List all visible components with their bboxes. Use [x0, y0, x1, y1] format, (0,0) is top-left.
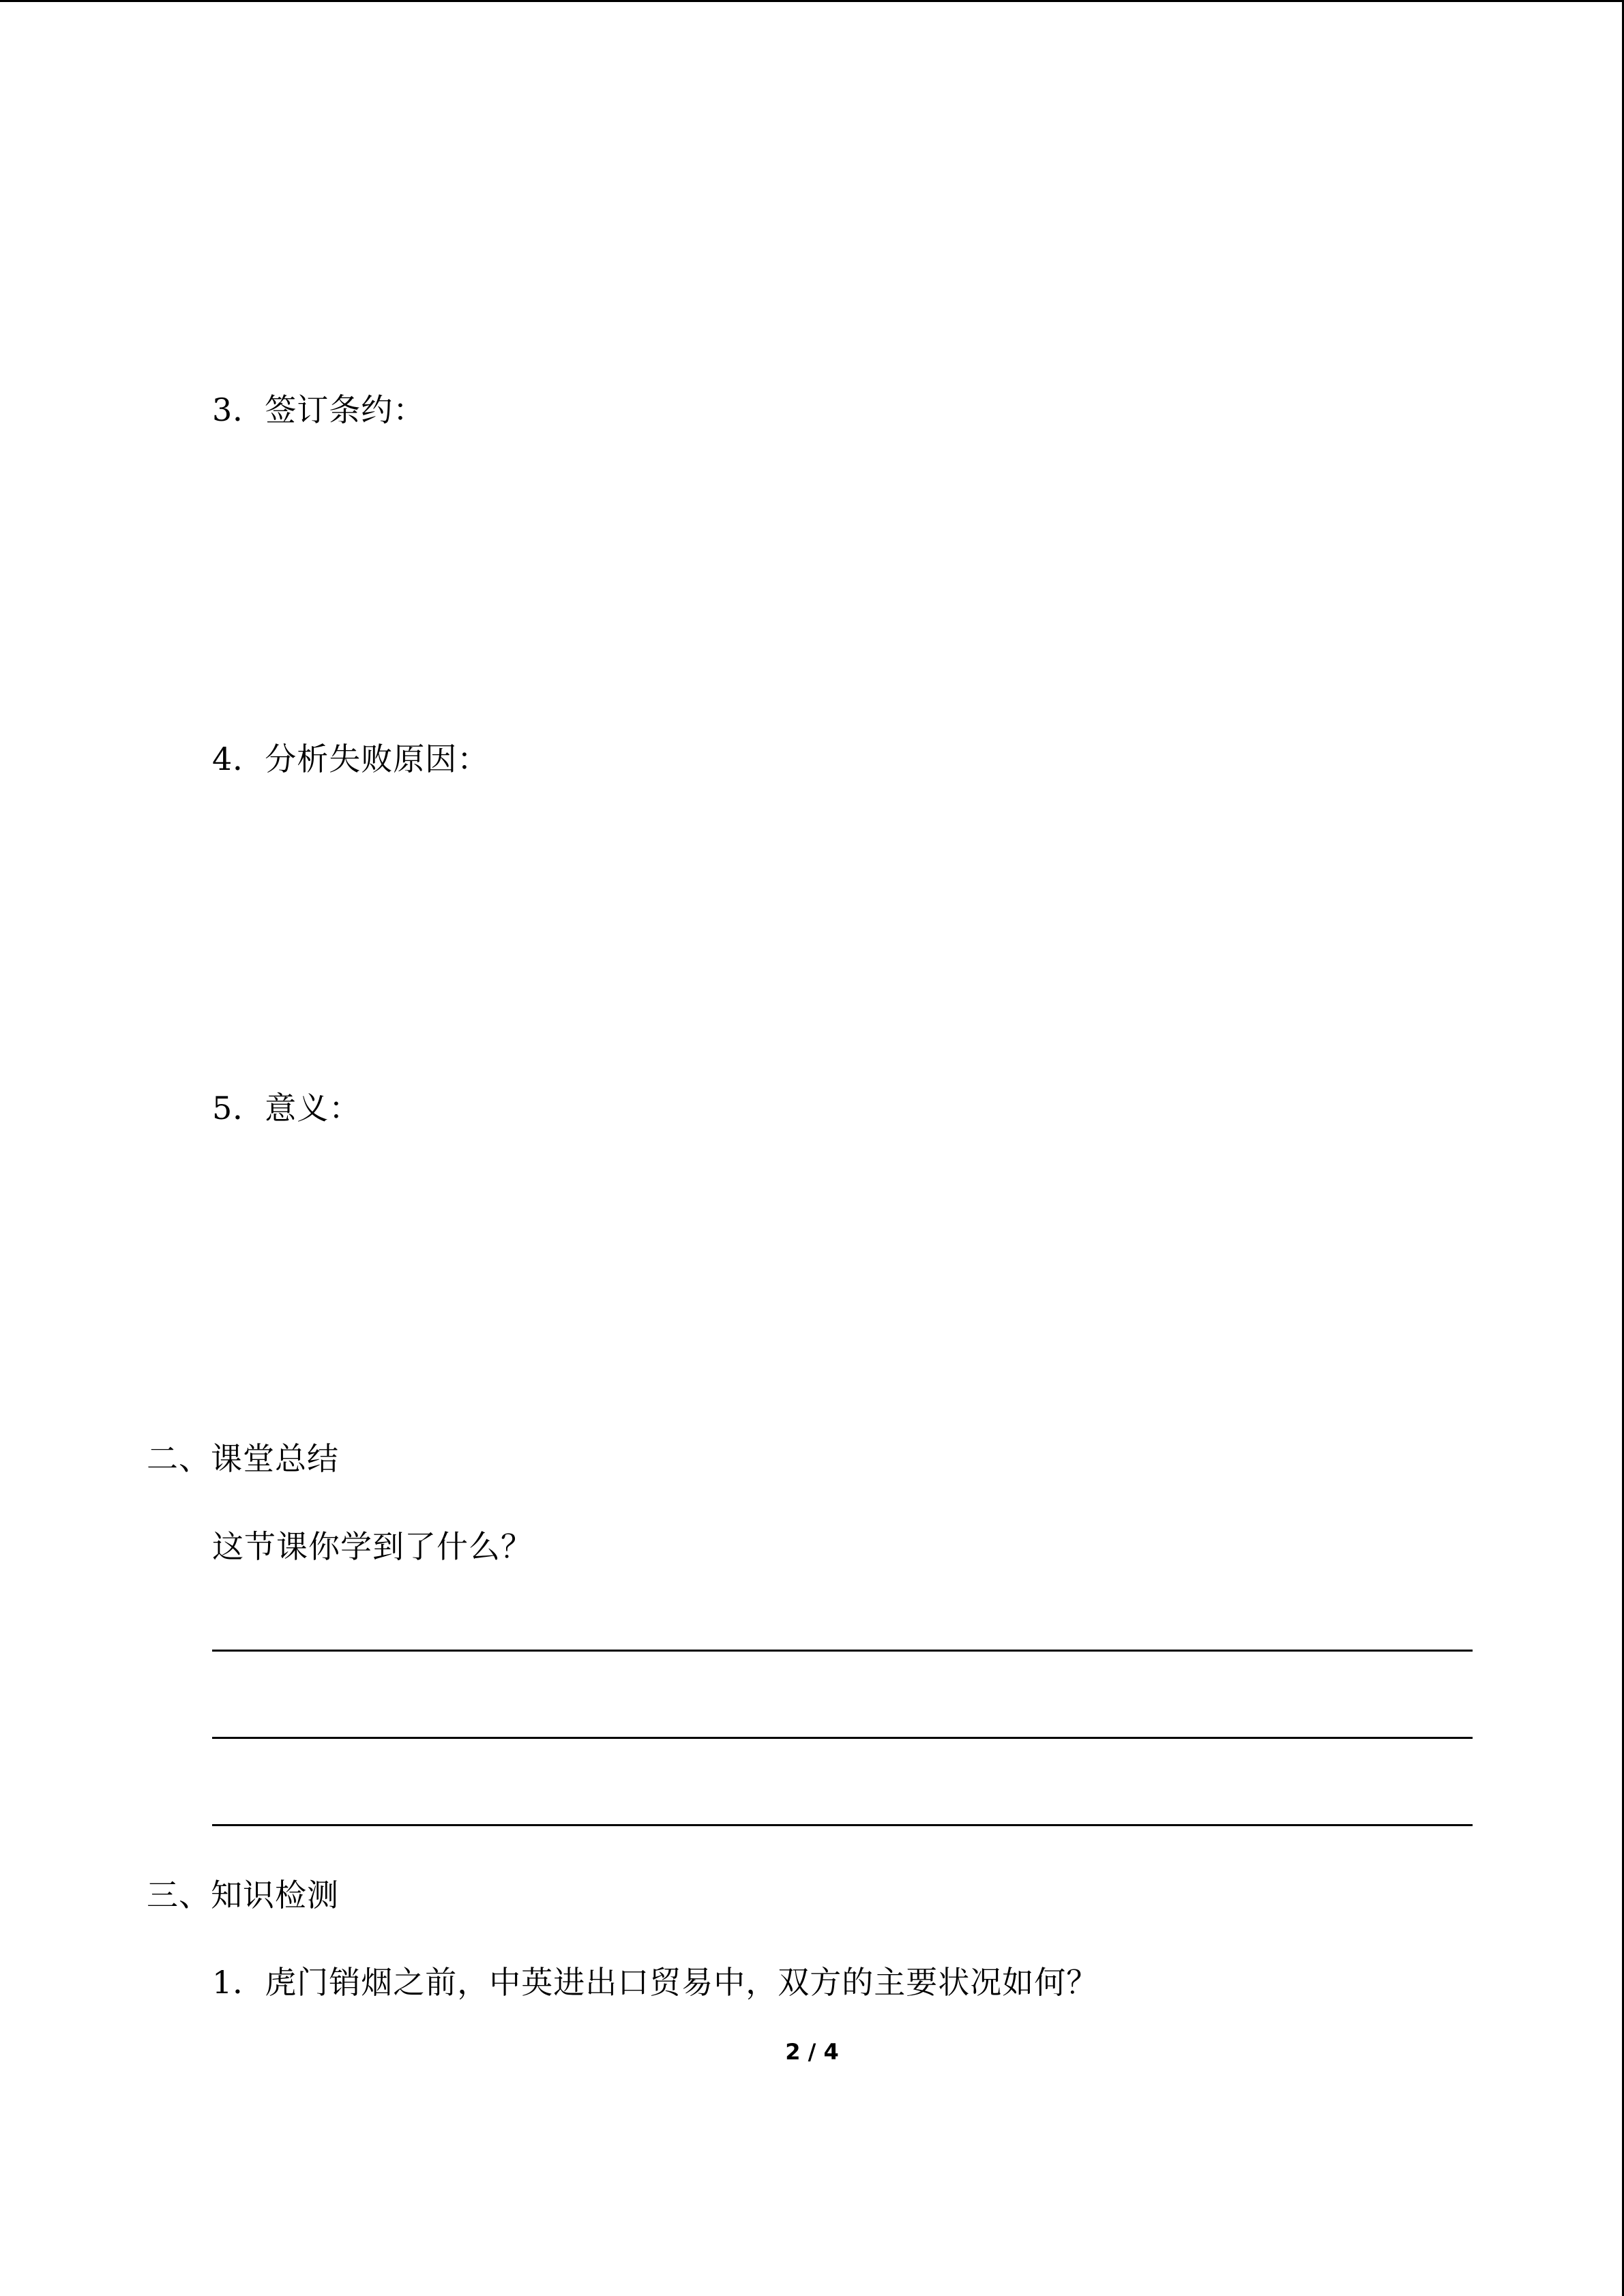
item-4-failure-reasons: 4．分析失败原因：: [212, 741, 490, 777]
page-border-top: [0, 0, 1624, 2]
section-heading-summary: 二、课堂总结: [147, 1440, 339, 1477]
page-number: 2 / 4: [785, 2039, 839, 2065]
item-5-significance: 5．意义：: [212, 1090, 361, 1127]
summary-prompt: 这节课你学到了什么？: [212, 1528, 533, 1565]
answer-line-3[interactable]: [212, 1824, 1473, 1826]
item-3-sign-treaty: 3．签订条约：: [212, 391, 426, 428]
question-1: 1．虎门销烟之前，中英进出口贸易中，双方的主要状况如何？: [212, 1964, 1099, 2001]
answer-line-2[interactable]: [212, 1737, 1473, 1739]
section-heading-knowledge-check: 三、知识检测: [147, 1877, 339, 1913]
answer-line-1[interactable]: [212, 1650, 1473, 1652]
